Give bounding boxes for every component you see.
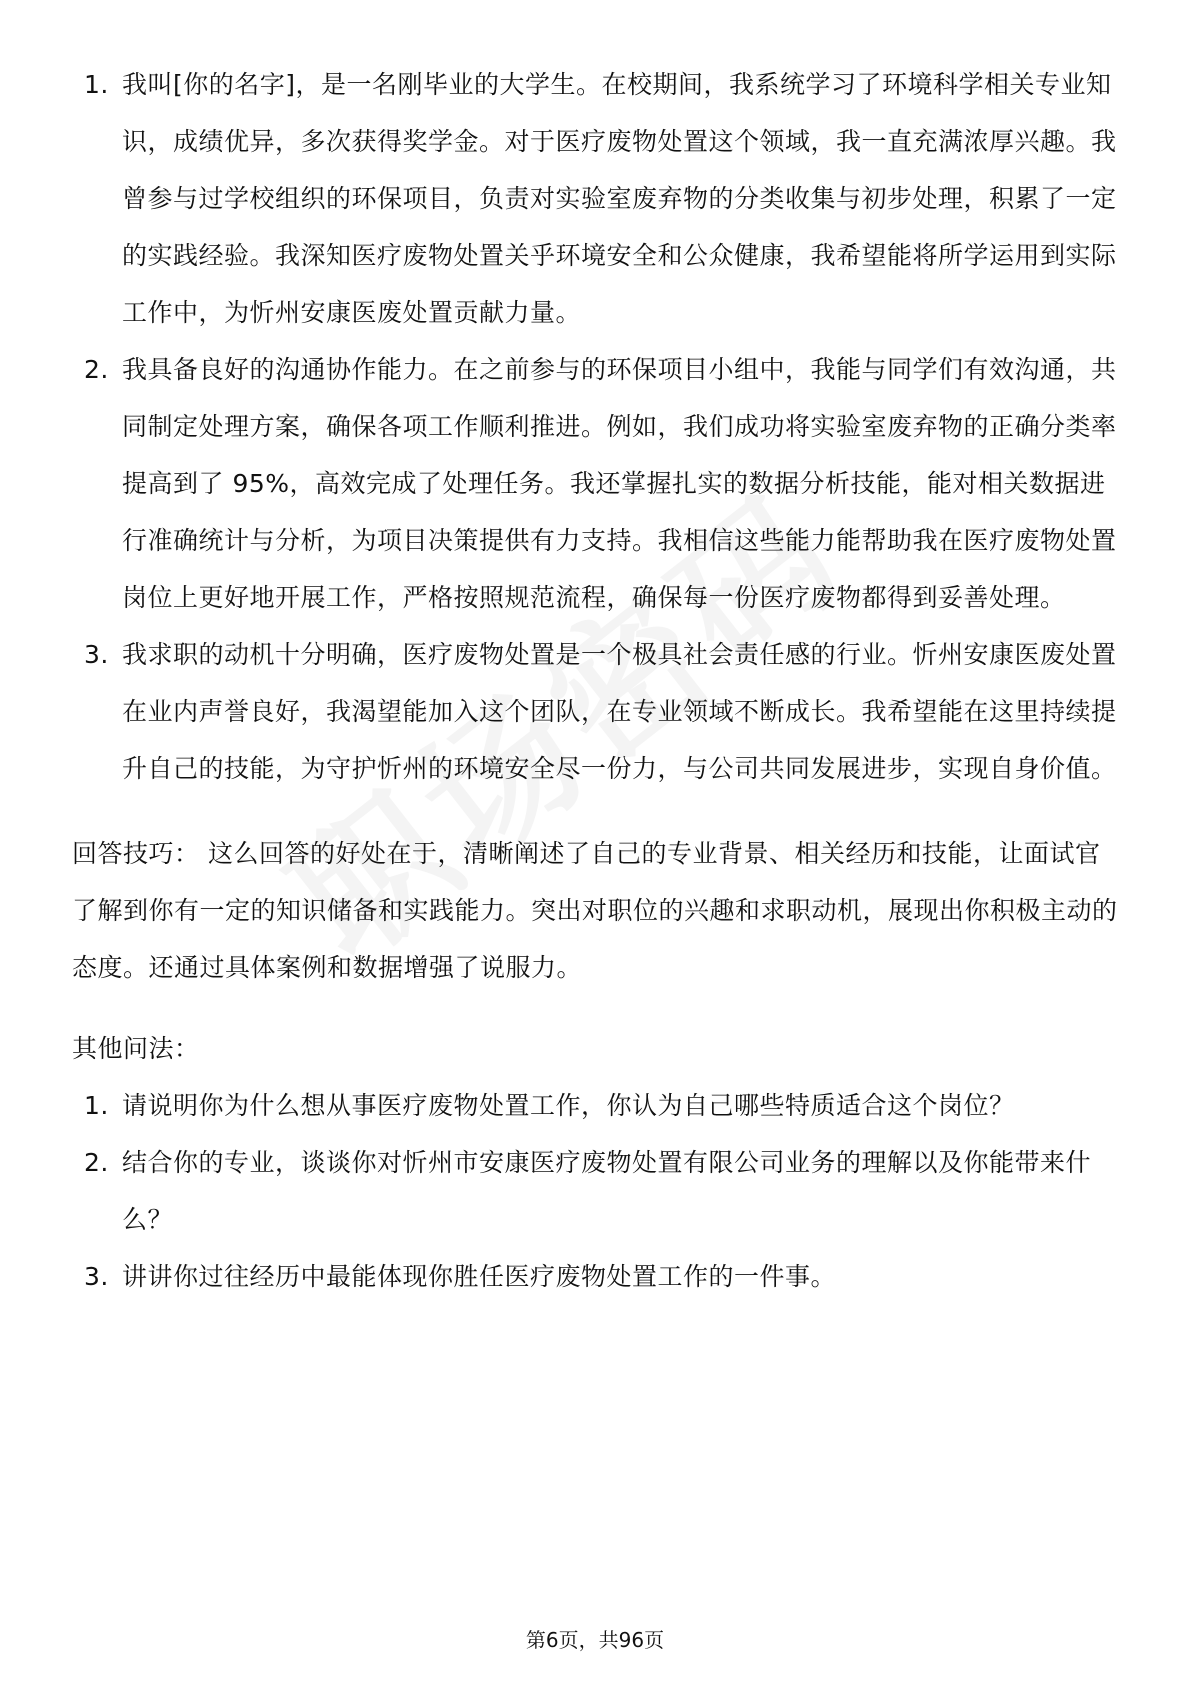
list-item	[72, 1248, 1122, 1305]
list-number: 1.	[84, 1091, 109, 1120]
list-item	[72, 626, 1122, 797]
list-item	[72, 1077, 1122, 1134]
answer-tip: 回答技巧： 这么回答的好处在于，清晰阐述了自己的专业背景、相关经历和技能，让面试官了解到你有一定的知识储备和实践能力。突出对职位的兴趣和求职动机，展现出你积极主动的态度。还通过具体案例和数据增强了说服力。	[72, 839, 1118, 982]
page-footer: 第6页，共96页	[525, 1628, 665, 1652]
list-text: 讲讲你过往经历中最能体现你胜任医疗废物处置工作的一件事。	[122, 1262, 837, 1291]
list-text: 请说明你为什么想从事医疗废物处置工作，你认为自己哪些特质适合这个岗位？	[122, 1091, 1015, 1120]
list-item	[72, 1134, 1122, 1248]
list-number: 2.	[84, 1148, 109, 1177]
list-number: 3.	[84, 640, 109, 669]
list-text: 我求职的动机十分明确，医疗废物处置是一个极具社会责任感的行业。忻州安康医废处置在业内声誉良好，我渴望能加入这个团队，在专业领域不断成长。我希望能在这里持续提升自己的技能，为守护忻州的环境安全尽一份力，与公司共同发展进步，实现自身价值。	[122, 640, 1117, 783]
list-number: 3.	[84, 1262, 109, 1291]
other-questions-title: 其他问法：	[72, 1034, 200, 1063]
list-number: 2.	[84, 355, 109, 384]
list-item	[72, 56, 1122, 341]
list-text: 我叫[你的名字]，是一名刚毕业的大学生。在校期间，我系统学习了环境科学相关专业知识，成绩优异，多次获得奖学金。对于医疗废物处置这个领域，我一直充满浓厚兴趣。我曾参与过学校组织的环保项目，负责对实验室废弃物的分类收集与初步处理，积累了一定的实践经验。我深知医疗废物处置关乎环境安全和公众健康，我希望能将所学运用到实际工作中，为忻州安康医废处置贡献力量。	[122, 70, 1117, 327]
list-text: 我具备良好的沟通协作能力。在之前参与的环保项目小组中，我能与同学们有效沟通，共同制定处理方案，确保各项工作顺利推进。例如，我们成功将实验室废弃物的正确分类率提高到了 95%，高效完成了处理任务。我还掌握扎实的数据分析技能，能对相关数据进行准确统计与分析，为项目决策提供有力支持。我相信这些能力能帮助我在医疗废物处置岗位上更好地开展工作，严格按照规范流程，确保每一份医疗废物都得到妥善处理。	[122, 355, 1117, 612]
list-item	[72, 341, 1122, 626]
other-questions-list	[72, 1077, 1122, 1305]
answer-list	[72, 56, 1122, 797]
list-number: 1.	[84, 70, 109, 99]
list-text: 结合你的专业，谈谈你对忻州市安康医疗废物处置有限公司业务的理解以及你能带来什么？	[122, 1148, 1092, 1234]
document-body	[72, 56, 1122, 1305]
